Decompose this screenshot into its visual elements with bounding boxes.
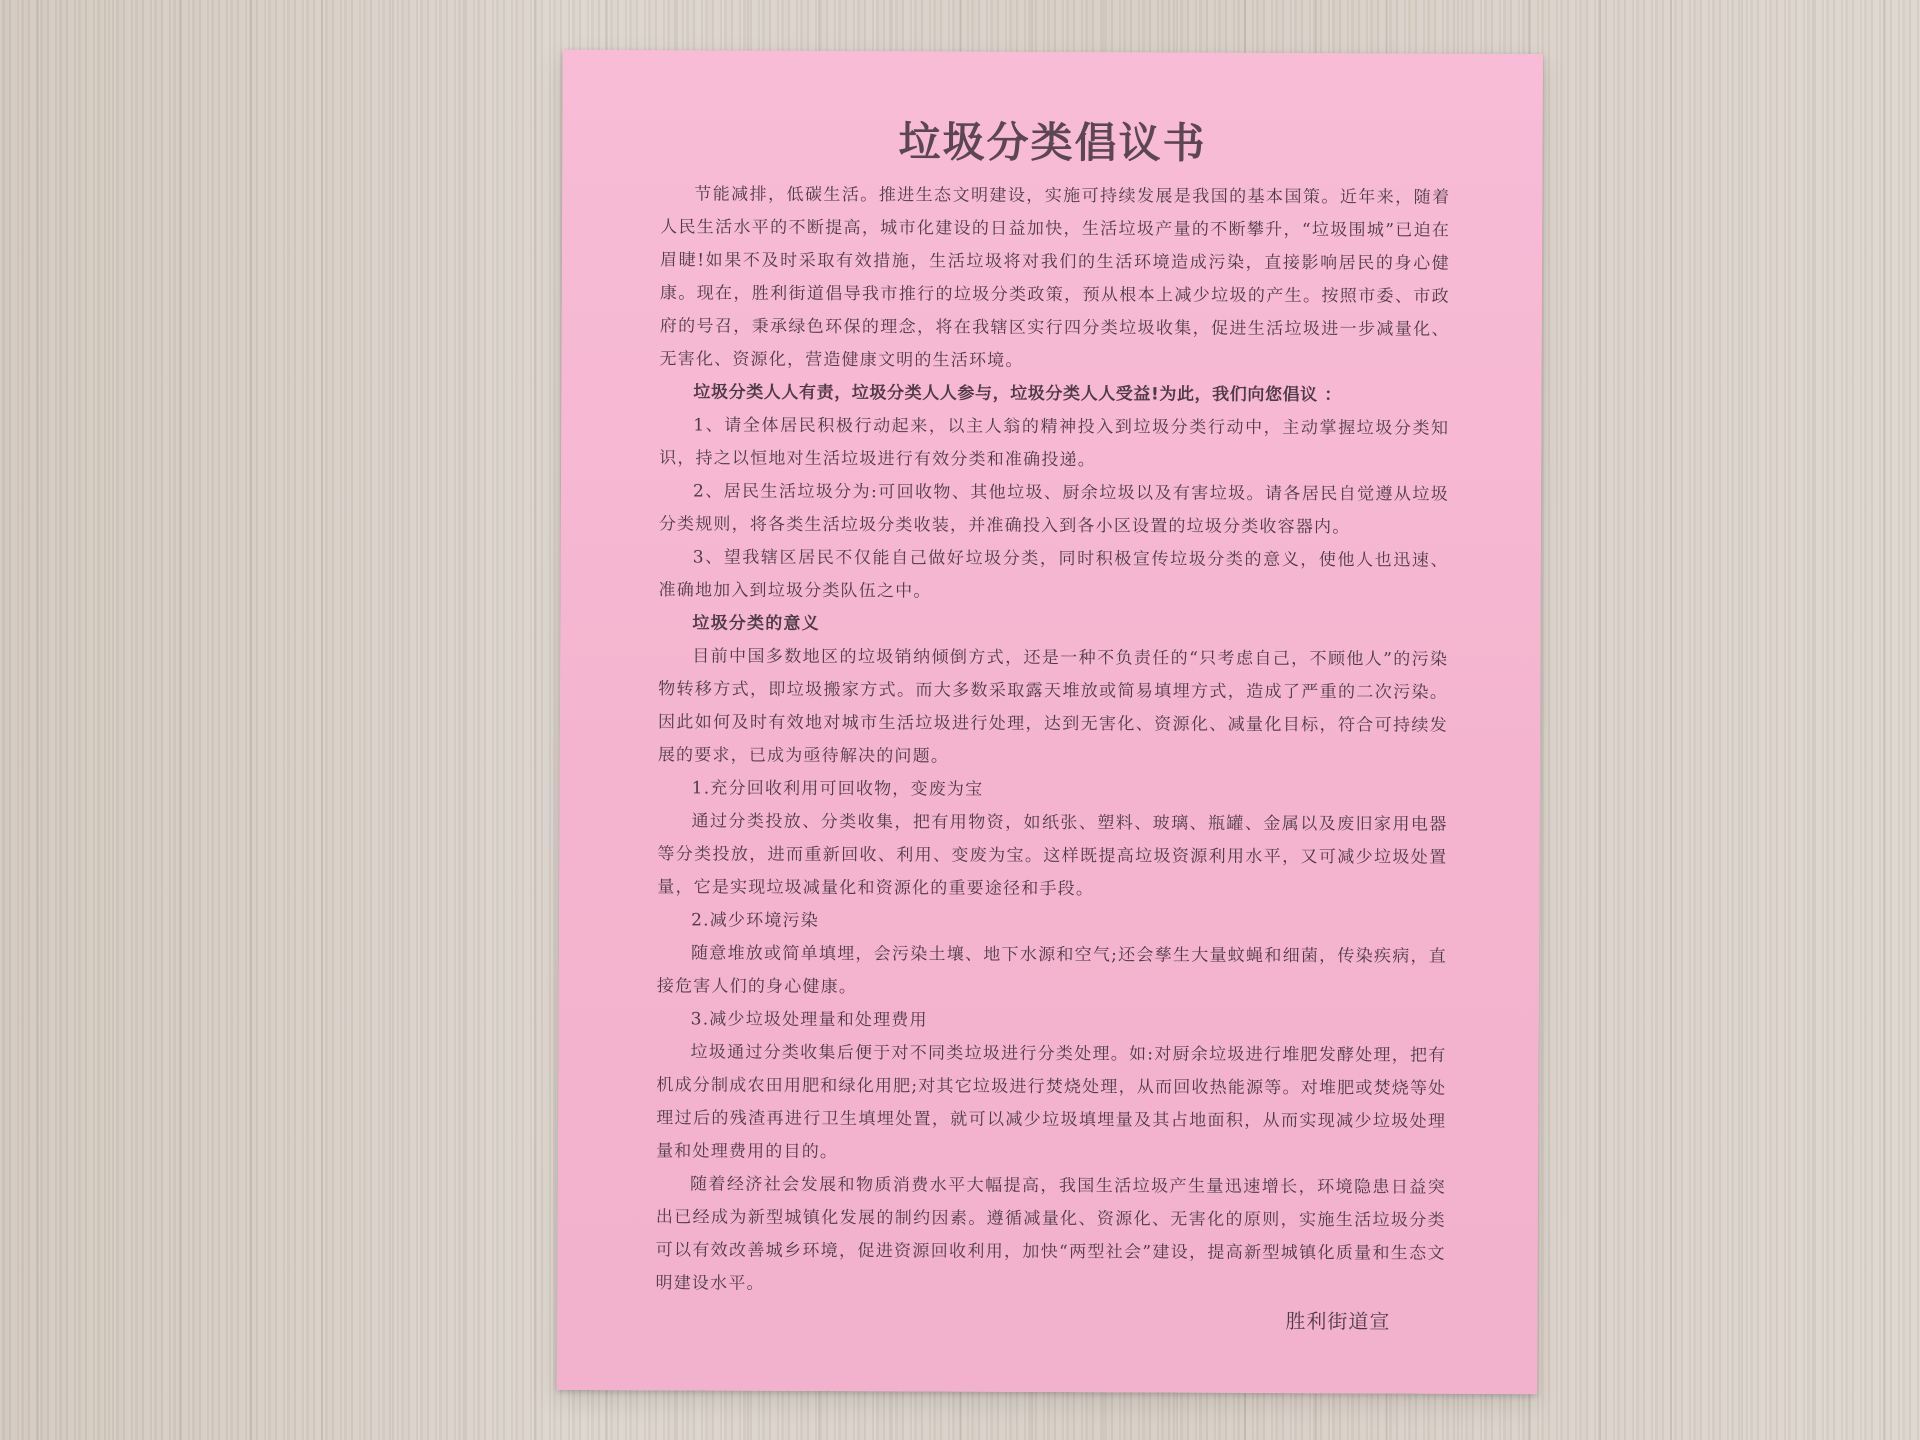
document-title: 垃圾分类倡议书 bbox=[898, 117, 1207, 168]
section-heading: 2.减少环境污染 bbox=[691, 910, 820, 931]
pink-notice-sheet bbox=[557, 50, 1543, 1394]
intro-paragraph: 节能减排，低碳生活。推进生态文明建设，实施可持续发展是我国的基本国策。近年来，随着人民生活水平的不断提高，城市化建设的日益加快，生活垃圾产量的不断攀升，“垃圾围城”已迫在眉睫!如果不及时采取有效措施，生活垃圾将对我们的生活环境造成污染，直接影响居民的身心健康。现在，胜利街道倡导我市推行的垃圾分类政策，预从根本上减少垃圾的产生。按照市委、市政府的号召，秉承绿色环保的理念，将在我辖区实行四分类垃圾收集，促进生活垃圾进一步减量化、无害化、资源化，营造健康文明的生活环境。 bbox=[659, 184, 1451, 371]
proposal-item: 1、请全体居民积极行动起来，以主人翁的精神投入到垃圾分类行动中，主动掌握垃圾分类知识，持之以恒地对生活垃圾进行有效分类和准确投递。 bbox=[659, 415, 1450, 471]
closing-paragraph: 随着经济社会发展和物质消费水平大幅提高，我国生活垃圾产生量迅速增长，环境隐患日益突出已经成为新型城镇化发展的制约因素。遵循减量化、资源化、无害化的原则，实施生活垃圾分类可以有效改善城乡环境，促进资源回收利用，加快“两型社会”建设，提高新型城镇化质量和生态文明建设水平。 bbox=[655, 1174, 1447, 1294]
document-body bbox=[655, 178, 1450, 1303]
proposal-item: 3、望我辖区居民不仅能自己做好垃圾分类，同时积极宣传垃圾分类的意义，使他人也迅速、准确地加入到垃圾分类队伍之中。 bbox=[658, 547, 1449, 602]
signature: 胜利街道宣 bbox=[1285, 1309, 1391, 1334]
section-text: 通过分类投放、分类收集，把有用物资，如纸张、塑料、玻璃、瓶罐、金属以及废旧家用电器等分类投放，进而重新回收、利用、变废为宝。这样既提高垃圾资源利用水平，又可减少垃圾处置量，它是实现垃圾减量化和资源化的重要途径和手段。 bbox=[657, 811, 1448, 900]
proposal-item: 2、居民生活垃圾分为:可回收物、其他垃圾、厨余垃圾以及有害垃圾。请各居民自觉遵从垃圾分类规则，将各类生活垃圾分类收装，并准确投入到各小区设置的垃圾分类收容器内。 bbox=[658, 481, 1450, 538]
meaning-heading: 垃圾分类的意义 bbox=[692, 613, 820, 634]
section-text: 垃圾通过分类收集后便于对不同类垃圾进行分类处理。如:对厨余垃圾进行堆肥发酵处理，把有机成分制成农田用肥和绿化用肥;对其它垃圾进行焚烧处理，从而回收热能源等。对堆肥或焚烧等处理过后的残渣再进行卫生填埋处置，就可以减少垃圾填埋量及其占地面积，从而实现减少垃圾处理量和处理费用的目的。 bbox=[656, 1042, 1447, 1163]
call-to-action-line: 垃圾分类人人有责，垃圾分类人人参与，垃圾分类人人受益!为此，我们向您倡议 ： bbox=[693, 382, 1342, 406]
section-heading: 1.充分回收利用可回收物，变废为宝 bbox=[691, 778, 984, 800]
meaning-paragraph: 目前中国多数地区的垃圾销纳倾倒方式，还是一种不负责任的“只考虑自己，不顾他人”的污染物转移方式，即垃圾搬家方式。而大多数采取露天堆放或简易填埋方式，造成了严重的二次污染。因此如何及时有效地对城市生活垃圾进行处理，达到无害化、资源化、减量化目标，符合可持续发展的要求，已成为亟待解决的问题。 bbox=[657, 646, 1449, 767]
section-text: 随意堆放或简单填埋，会污染土壤、地下水源和空气;还会孳生大量蚊蝇和细菌，传染疾病，直接危害人们的身心健康。 bbox=[656, 943, 1448, 998]
section-heading: 3.减少垃圾处理量和处理费用 bbox=[690, 1009, 928, 1031]
